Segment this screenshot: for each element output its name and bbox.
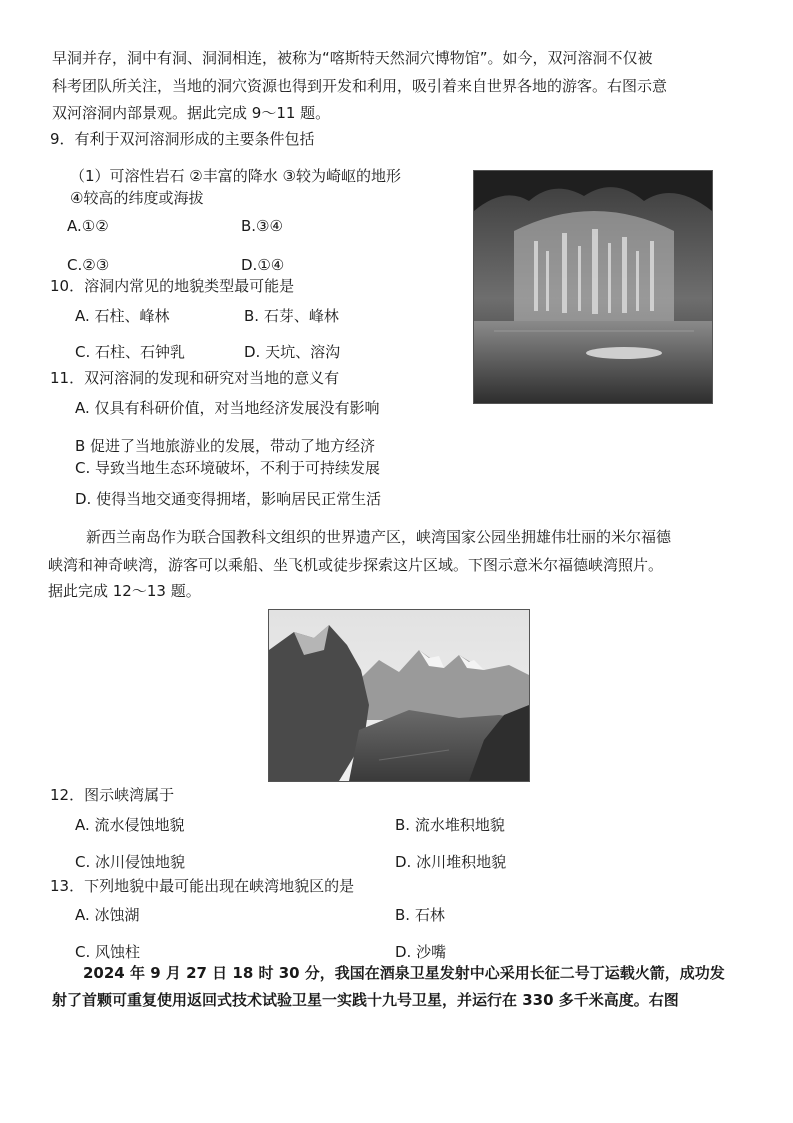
q13-option-a: A. 冰蚀湖 (75, 906, 140, 924)
q11-option-d: D. 使得当地交通变得拥堵，影响居民正常生活 (75, 490, 382, 508)
q9-conditions-line-2: ④较高的纬度或海拔 (70, 189, 204, 207)
nz-line-2: 峡湾和神奇峡湾，游客可以乘船、坐飞机或徒步探索这片区域。下图示意米尔福德峡湾照片。 (48, 556, 664, 574)
q9-option-c: C.②③ (67, 256, 110, 274)
q12-option-a: A. 流水侵蚀地貌 (75, 816, 185, 834)
q10-option-d: D. 天坑、溶沟 (244, 343, 341, 361)
q13-option-b: B. 石林 (395, 906, 445, 924)
q12-option-d: D. 冰川堆积地貌 (395, 853, 507, 871)
sat-line-2: 射了首颗可重复使用返回式技术试验卫星一实践十九号卫星，并运行在 330 多千米高度。右图 (52, 991, 679, 1009)
intro-line-3: 双河溶洞内部景观。据此完成 9～11 题。 (52, 104, 331, 122)
nz-line-1: 新西兰南岛作为联合国教科文组织的世界遗产区，峡湾国家公园坐拥雄伟壮丽的米尔福德 (86, 528, 672, 546)
q10-option-b: B. 石芽、峰林 (244, 307, 339, 325)
q11-option-b: B 促进了当地旅游业的发展，带动了地方经济 (75, 437, 376, 455)
q11-option-a: A. 仅具有科研价值，对当地经济发展没有影响 (75, 399, 380, 417)
q13-option-c: C. 风蚀柱 (75, 943, 141, 961)
q9-option-d: D.①④ (241, 256, 285, 274)
q11-stem: 11．双河溶洞的发现和研究对当地的意义有 (50, 369, 340, 387)
nz-line-3: 据此完成 12～13 题。 (48, 582, 201, 600)
q12-option-b: B. 流水堆积地貌 (395, 816, 505, 834)
intro-line-1: 早洞并存，洞中有洞、洞洞相连，被称为“喀斯特天然洞穴博物馆”。如今，双河溶洞不仅被 (52, 49, 653, 67)
fjord-photo-drawing (269, 610, 529, 781)
q9-option-a: A.①② (67, 217, 109, 235)
cave-photo-drawing (474, 171, 712, 403)
q10-option-a: A. 石柱、峰林 (75, 307, 170, 325)
q10-option-c: C. 石柱、石钟乳 (75, 343, 186, 361)
fjord-photo (268, 609, 530, 782)
q10-stem: 10．溶洞内常见的地貌类型最可能是 (50, 277, 295, 295)
q12-stem: 12．图示峡湾属于 (50, 786, 175, 804)
intro-line-2: 科考团队所关注，当地的洞穴资源也得到开发和利用，吸引着来自世界各地的游客。右图示意 (52, 77, 668, 95)
q9-stem: 9．有利于双河溶洞形成的主要条件包括 (50, 130, 315, 148)
q13-option-d: D. 沙嘴 (395, 943, 447, 961)
sat-line-1: 2024 年 9 月 27 日 18 时 30 分，我国在酒泉卫星发射中心采用长征二号丁运载火箭，成功发 (83, 964, 725, 982)
q11-option-c: C. 导致当地生态环境破坏，不利于可持续发展 (75, 459, 381, 477)
q13-stem: 13．下列地貌中最可能出现在峡湾地貌区的是 (50, 877, 355, 895)
q12-option-c: C. 冰川侵蚀地貌 (75, 853, 186, 871)
q9-conditions-line-1: （1）可溶性岩石 ②丰富的降水 ③较为崎岖的地形 (70, 167, 401, 185)
q9-option-b: B.③④ (241, 217, 283, 235)
cave-photo (473, 170, 713, 404)
